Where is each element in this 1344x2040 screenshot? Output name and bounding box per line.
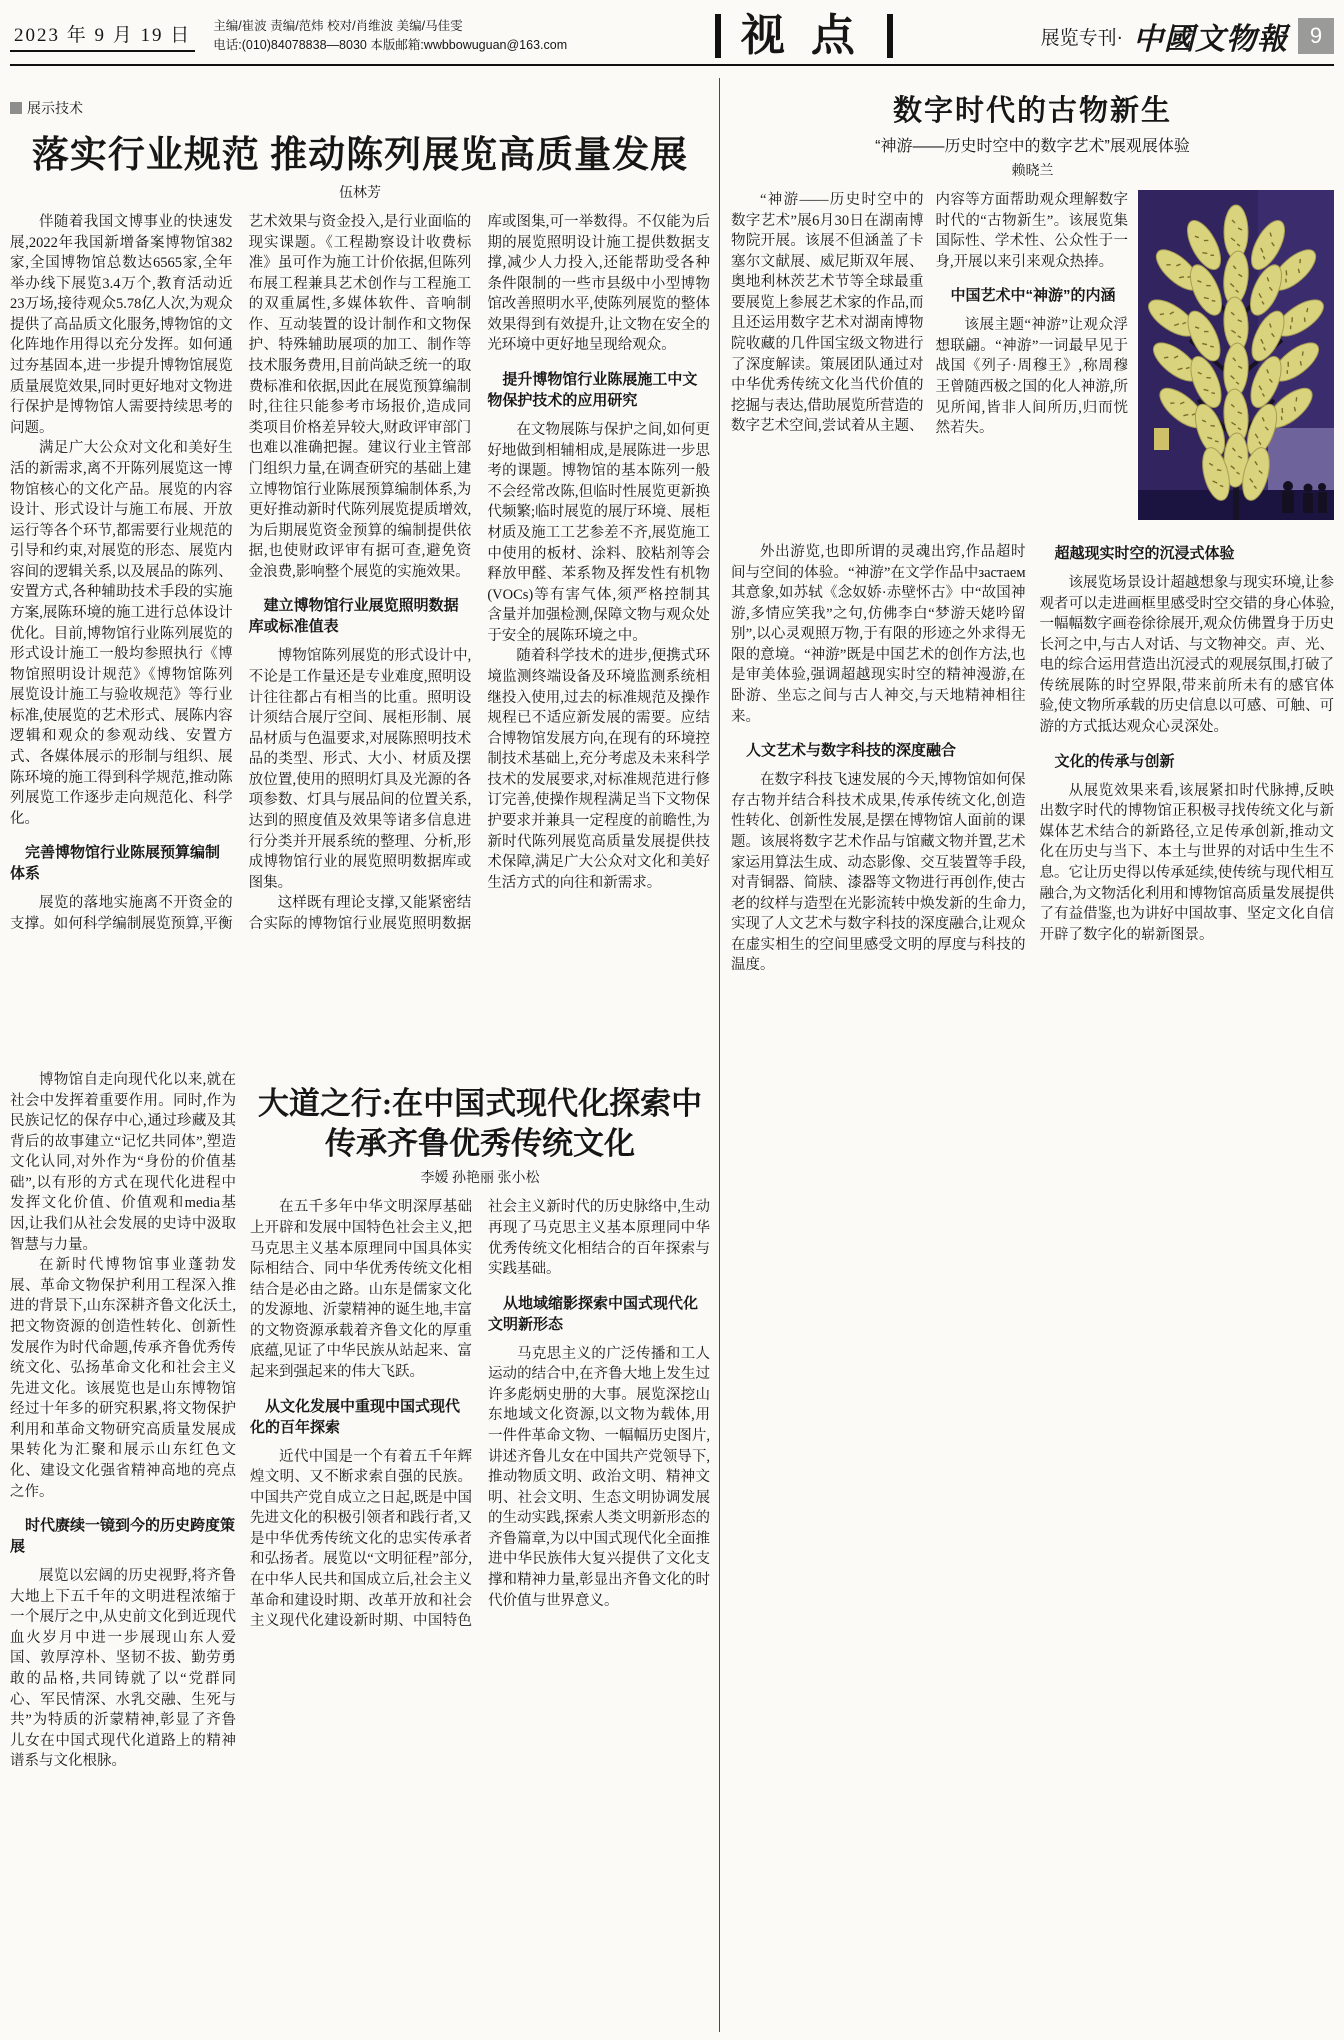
article-digital-antiquity [731, 78, 1334, 2032]
body-paragraph: 在数字科技飞速发展的今天,博物馆如何保存古物并结合科技术成果,传承传统文化,创造性转化、创新性发展,是摆在博物馆人面前的课题。该展将数字艺术作品与馆藏文物并置,艺术家运用算法生成、动态影像、交互装置等手段,对青铜器、简牍、漆器等文物进行再创作,使古老的纹样与造型在光影流转中焕发新的生命力,实现了人文艺术与数字科技的深度融合,让观众在虚实相生的空间里感受文明的厚度与科技的温度。 [731, 772, 1026, 974]
right-subtitle: “神游——历史时空中的数字艺术”展观展体验 [875, 138, 1190, 155]
editorial-staff: 主编/崔波 责编/范炜 校对/肖维波 美编/马佳雯 [213, 18, 463, 33]
body-paragraph: 伴随着我国文博事业的快速发展,2022年我国新增备案博物馆382家,全国博物馆总数达6565家,全年举办线下展览3.4万个,教育活动近23万场,接待观众5.78亿人次,为观众提供了高品质文化服务,博物馆的文化阵地作用得以充分发挥。如何通过夯基固本,进一步提升博物馆展览质量展览效果,同时更好地对文物进行保护是博物馆人需要持续思考的问题。 [10, 214, 233, 436]
subheading: 建立博物馆行业展览照明数据库或标准值表 [248, 597, 459, 636]
mid-article-left-column [10, 1070, 236, 2032]
subheading: 从地域缩影探索中国式现代化文明新形态 [488, 1294, 699, 1333]
mid-headline-line2: 传承齐鲁优秀传统文化 [325, 1125, 635, 1161]
masthead-meta [213, 17, 567, 56]
subheading: 人文艺术与数字科技的深度融合 [746, 742, 957, 760]
body-paragraph: 展览的落地实施离不开资金的支撑。如何科学编制展览预算,平衡艺术效果与资金投入,是行业面临的现实课题。《工程勘察设计收费标准》虽可作为施工计价依据,但陈列布展工程兼具艺术创作与工程施工的双重属性,多媒体软件、音响制作、互动装置的设计制作和文物保护、特殊辅助展项的加工、制作等技术服务费用,目前尚缺乏统一的取费标准和依据,因此在展览预算编制时,往往只能参考市场报价,造成同类项目价格差异较大,财政评审部门也难以准确把握。建议行业主管部门组织力量,在调查研究的基础上建立博物馆行业陈展预算编制体系,为更好推动新时代陈列展览提质增效,为后期展览资金预算的编制提供依据,也使财政评审有据可查,避免资金浪费,影响整个展览的实施效果。 [10, 214, 472, 932]
subheading: 提升博物馆行业陈展施工中文物保护技术的应用研究 [487, 371, 698, 410]
edition-label: 展览专刊· [1040, 27, 1123, 49]
subheading: 从文化发展中重现中国式现代化的百年探索 [250, 1397, 461, 1436]
column-divider [719, 78, 720, 2032]
mid-headline [250, 1084, 710, 1163]
right-article-body [731, 542, 1334, 1937]
page-number-badge: 9 [1298, 18, 1334, 54]
body-paragraph: 该展览场景设计超越想象与现实环境,让参观者可以走进画框里感受时空交错的身心体验,一幅幅数字画卷徐徐展开,观众仿佛置身于历史长河之中,与古人对话、与文物神交。声、光、电的综合运用营造出沉浸式的观展氛围,打破了传统展陈的时空界限,带来前所未有的感官体验,使文物所承载的历史信息以可感、可触、可游的方式抵达观众心灵深处。 [1039, 575, 1334, 736]
main-article-body [10, 212, 710, 1050]
right-top-section [731, 190, 1334, 534]
subheading: 文化的传承与创新 [1054, 752, 1175, 770]
body-paragraph: 近代中国是一个有着五千年辉煌文明、又不断求索自强的民族。中国共产党自成立之日起,既是中国先进文化的积极引领者和践行者,又是中华优秀传统文化的忠实传承者和弘扬者。展览以“文明征程”部分,在中华人民共和国成立后,社会主义革命和建设时期、改革开放和社会主义现代化建设新时期、中国特色社会主义新时代的历史脉络中,生动再现了马克思主义基本原理同中华优秀传统文化相结合的百年探索与实践基础。 [250, 1199, 710, 1630]
body-paragraph: 在五千多年中华文明深厚基础上开辟和发展中国特色社会主义,把马克思主义基本原理同中国具体实际相结合、同中华优秀传统文化相结合是必由之路。山东是儒家文化的发源地、沂蒙精神的诞生地,丰富的文物资源承载着齐鲁文化的厚重底蕴,见证了中华民族从站起来、富起来到强起来的伟大飞跃。 [250, 1199, 472, 1380]
body-paragraph: 外出游览,也即所谓的灵魂出窍,作品超时间与空间的体验。“神游”在文学作品中застаем其意象,如苏轼《念奴娇·赤壁怀古》中“故国神游,多情应笑我”之句,仿佛李白“梦游天姥吟留别”,以心灵观照万物,于有限的形迹之外求得无限的意境。“神游”既是中国艺术的创作方法,也是审美体验,强调超越现实时空的精神漫游,在卧游、坐忘之间与古人神交,与天地精神相往来。 [731, 544, 1026, 725]
right-top-text [731, 190, 1128, 534]
subheading: 时代赓续一镜到今的历史跨度策展 [10, 1517, 236, 1556]
newspaper-masthead: 中國文物報 [1132, 23, 1288, 56]
exhibit-photo [1138, 190, 1334, 520]
body-paragraph: 这样既有理论支撑,又能紧密结合实际的博物馆行业展览照明数据库或图集,可一举数得。不仅能为后期的展览照明设计施工提供数据支撑,减少人力投入,还能帮助受各种条件限制的一些市县级中小型博物馆改善照明水平,使陈列展览的整体效果得到有效提升,让文物在安全的光环境中更好地呈现给观众。 [248, 214, 710, 932]
section-bullet-icon [10, 102, 22, 114]
body-paragraph: 博物馆自走向现代化以来,就在社会中发挥着重要作用。同时,作为民族记忆的保存中心,通过珍藏及其背后的故事建立“记忆共同体”,塑造文化认同,对外作为“身份的价值基础”,以有形的方式在现代化进程中发挥文化价值、价值观和media基因,让我们从社会发展的史诗中汲取智慧与力量。 [10, 1072, 236, 1253]
body-paragraph: 满足广大公众对文化和美好生活的新需求,离不开陈列展览这一博物馆核心的文化产品。展览的内容设计、形式设计与施工布展、开放运行等各个环节,都需要行业规范的引导和约束,对展览的形态、展览内容间的逻辑关系,以及展品的陈列、安置方式,各种辅助技术手段的实施方案,展陈环境的施工进行总体设计优化。目前,博物馆行业陈列展览的形式设计施工一般均参照执行《博物馆照明设计规范》《博物馆陈列展览设计施工与验收规范》等行业标准,使展览的艺术形式、展陈内容逻辑和观众的参观动线、安置方式、各媒体展示的形制与组织、展陈环境的施工得到科学规范,推动陈列展览工作逐步走向规范化、科学化。 [10, 440, 233, 827]
mid-headline-line1: 大道之行:在中国式现代化探索中 [257, 1086, 703, 1121]
body-paragraph: 展览以宏阔的历史视野,将齐鲁大地上下五千年的文明进程浓缩于一个展厅之中,从史前文化到近现代血火岁月中进一步展现山东人爱国、敦厚淳朴、坚韧不拔、勤劳勇敢的品格,共同铸就了以“党群同心、军民情深、水乳交融、生死与共”为特质的沂蒙精神,彰显了齐鲁儿女在中国式现代化道路上的精神谱系与文化根脉。 [10, 1568, 236, 1770]
body-paragraph: 在新时代博物馆事业蓬勃发展、革命文物保护利用工程深入推进的背景下,山东深耕齐鲁文化沃土,把文物资源的创造性转化、创新性发展作为时代命题,传承齐鲁优秀传统文化、弘扬革命文化和社会主义先进文化。该展览也是山东博物馆经过十年多的研究积累,将文物保护利用和革命文物研究高质量发展成果转化为汇聚和展示山东红色文化、建设文化强省精神高地的亮点之作。 [10, 1257, 236, 1500]
page-header [10, 8, 1334, 66]
contact-line: 电话:(010)84078838—8030 本版邮箱:wwbbowuguan@163.com [213, 38, 568, 52]
right-headline: 数字时代的古物新生 [892, 95, 1172, 127]
gallery-photo-leaf-installation [1138, 190, 1334, 520]
body-paragraph: 马克思主义的广泛传播和工人运动的结合中,在齐鲁大地上发生过许多彪炳史册的大事。展览深挖山东地域文化资源,以文物为载体,用一件件革命文物、一幅幅历史图片,讲述齐鲁儿女在中国共产党领导下,推动物质文明、政治文明、精神文明、社会文明、生态文明协调发展的生动实践,探索人类文明新形态的齐鲁篇章,为以中国式现代化全面推进中华民族伟大复兴提供了文化支撑和精神力量,彰显出齐鲁文化的时代价值与世界意义。 [488, 1345, 710, 1609]
mid-article-right-area [250, 1070, 710, 2032]
header-left [10, 17, 567, 56]
subheading: 完善博物馆行业陈展预算编制体系 [10, 844, 221, 883]
main-headline: 落实行业规范 推动陈列展览高质量发展 [31, 135, 689, 176]
body-paragraph: “神游——历史时空中的数字艺术”展6月30日在湖南博物院开展。该展不但涵盖了卡塞尔文献展、威尼斯双年展、奥地利林茨艺术节等全球最重要展览上参展艺术家的作品,而且还运用数字艺术对湖南博物院收藏的几件国宝级文物进行了深度解读。策展团队通过对中华优秀传统文化当代价值的挖掘与表达,借助展览所营造的数字艺术空间,尝试着从主题、内容等方面帮助观众理解数字时代的“古物新生”。该展览集国际性、学术性、公众性于一身,开展以来引来观众热捧。 [731, 192, 1128, 435]
subheading: 超越现实时空的沉浸式体验 [1054, 545, 1235, 562]
body-paragraph: 该展主题“神游”让观众浮想联翩。“神游”一词最早见于战国《列子·周穆王》,称周穆王曾随西极之国的化人神游,所见所闻,皆非人间所历,归而恍然若失。 [935, 317, 1128, 437]
mid-article-body [250, 1197, 710, 2032]
body-paragraph: 在文物展陈与保护之间,如何更好地做到相辅相成,是展陈进一步思考的课题。博物馆的基本陈列一般不会经常改陈,但临时性展览更新换代频繁;临时展览的展厅环境、展柜材质及施工工艺参差不齐,展览施工中使用的板材、涂料、胶粘剂等会释放甲醛、苯系物及挥发性有机物(VOCs)等有害气体,须严格控制其含量并加强检测,保障文物与观众处于安全的展陈环境之中。 [487, 422, 710, 644]
header-right [1041, 14, 1334, 58]
main-byline: 伍林芳 [339, 186, 381, 201]
subheading: 中国艺术中“神游”的内涵 [950, 287, 1116, 305]
body-paragraph: 从展览效果来看,该展紧扣时代脉搏,反映出数字时代的博物馆正积极寻找传统文化与新媒体艺术结合的新路径,立足传承创新,推动文化在历史与当下、本土与世界的对话中生生不息。它让历史得以传承延续,使传统与现代相互融合,为文物活化利用和博物馆高质量发展提供了有益借鉴,也为讲好中国故事、坚定文化自信开辟了数字化的崭新图景。 [1039, 782, 1334, 943]
kicker-label: 展示技术 [27, 100, 83, 116]
body-paragraph: 博物馆陈列展览的形式设计中,不论是工作量还是专业难度,照明设计往往都占有相当的比重。照明设计须结合展厅空间、展柜形制、展品材质与色温要求,对展陈照明技术品的类型、形式、大小、材质及摆放位置,使用的照明灯具及光源的各项参数、灯具与展品间的位置关系,达到的照度值及效果等诸多信息进行分类并开展系统的整理、分析,形成博物馆行业的展览照明数据库或图集。 [248, 648, 472, 891]
right-byline: 赖晓兰 [1011, 164, 1054, 179]
section-title: 视点 [715, 14, 893, 58]
publication-date: 2023 年 9 月 19 日 [10, 20, 195, 52]
article-chinese-modernization [10, 1070, 710, 2032]
mid-byline: 李嫒 孙艳丽 张小松 [420, 1171, 540, 1187]
body-paragraph: 随着科学技术的进步,便携式环境监测终端设备及环境监测系统相继投入使用,过去的标准规范及操作规程已不适应新发展的需要。应结合博物馆发展方向,在现有的环境控制技术基础上,充分考虑及未来科学技术的发展要求,对标准规范进行修订完善,使操作规程满足当下文物保护要求并兼具一定程度的前瞻性,为新时代陈列展览高质量发展提供技术保障,满足广大公众对文化和美好生活方式的向往和新需求。 [487, 648, 710, 891]
article-kicker [10, 98, 710, 118]
article-exhibition-standards [10, 78, 710, 1060]
